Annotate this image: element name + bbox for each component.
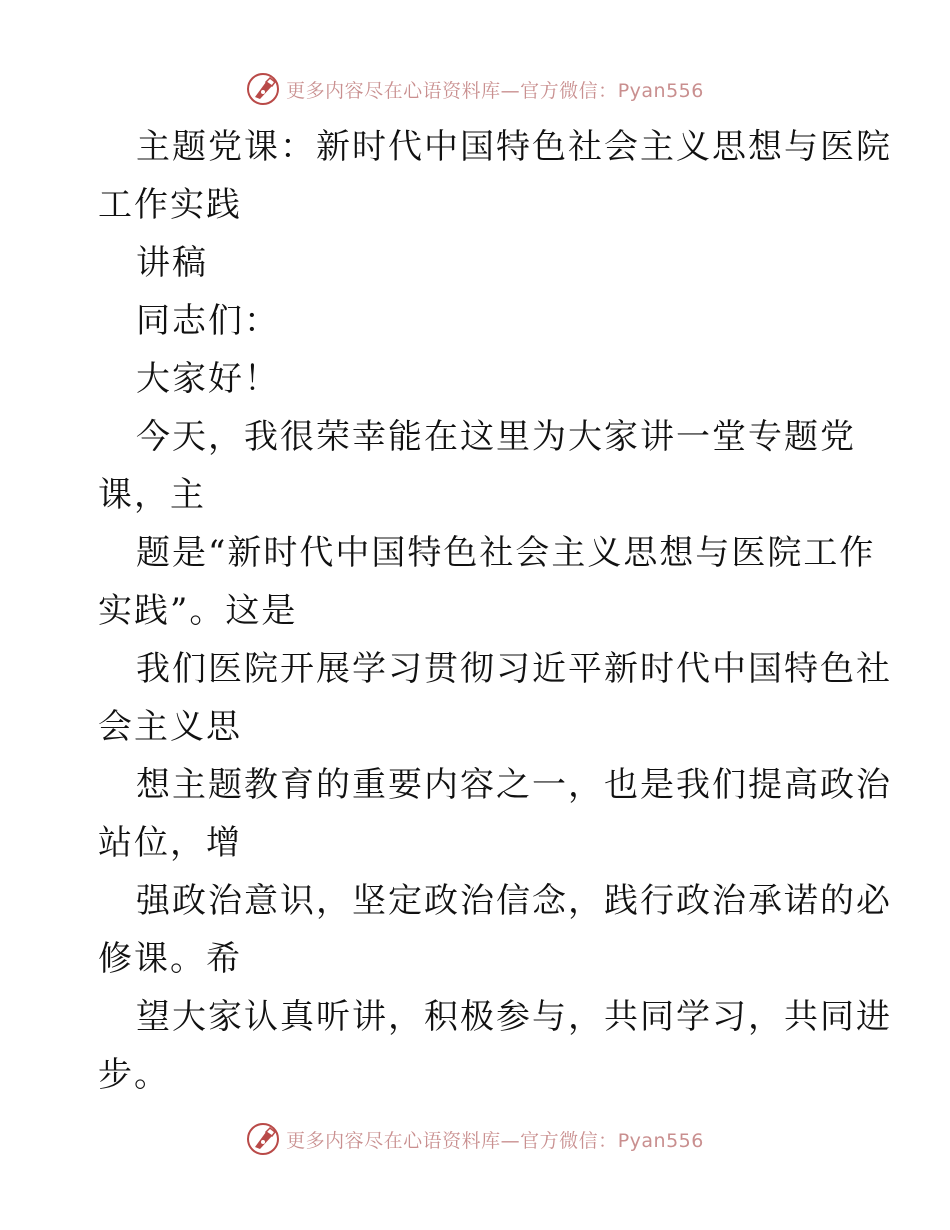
header-banner-text [286,76,704,103]
doc-line-salutation: 同志们： [136,301,280,341]
footer-banner-wechat-label: 官方微信： [520,1129,618,1152]
doc-line-paragraph: 题是“新时代中国特色社会主义思想与医院工作 [136,533,876,573]
doc-line-title: 主题党课：新时代中国特色社会主义思想与医院 [136,127,892,167]
doc-line-paragraph: 想主题教育的重要内容之一，也是我们提高政治 [136,765,892,805]
doc-line-paragraph: 强政治意识，坚定政治信念，践行政治承诺的必 [136,881,892,921]
doc-line-paragraph-cont: 站位，增 [98,823,242,863]
doc-line-paragraph-cont: 实践”。这是 [98,591,298,631]
doc-line-paragraph-cont: 会主义思 [98,707,242,747]
footer-banner-wechat-id: Pyan556 [617,1129,704,1152]
doc-line-greeting: 大家好！ [136,359,280,399]
footer-banner [0,1119,950,1159]
doc-line-paragraph: 望大家认真听讲，积极参与，共同学习，共同进 [136,997,892,1037]
doc-line-paragraph: 我们医院开展学习贯彻习近平新时代中国特色社 [136,649,892,689]
footer-banner-text [286,1126,704,1153]
doc-line-paragraph-cont: 课，主 [98,475,206,515]
pen-nib-logo-icon [246,72,280,106]
header-banner [0,69,950,109]
header-banner-wechat-id: Pyan556 [617,79,704,102]
doc-line-paragraph-cont: 修课。希 [98,939,242,979]
doc-line-subtitle: 讲稿 [136,243,208,283]
doc-line-title-cont: 工作实践 [98,185,242,225]
doc-line-paragraph: 今天，我很荣幸能在这里为大家讲一堂专题党 [136,417,856,457]
document-body [98,118,892,1104]
footer-banner-main: 更多内容尽在心语资料库— [286,1129,521,1152]
doc-line-paragraph-cont: 步。 [98,1055,170,1095]
header-banner-wechat-label: 官方微信： [520,79,618,102]
pen-nib-logo-icon [246,1122,280,1156]
header-banner-main: 更多内容尽在心语资料库— [286,79,521,102]
